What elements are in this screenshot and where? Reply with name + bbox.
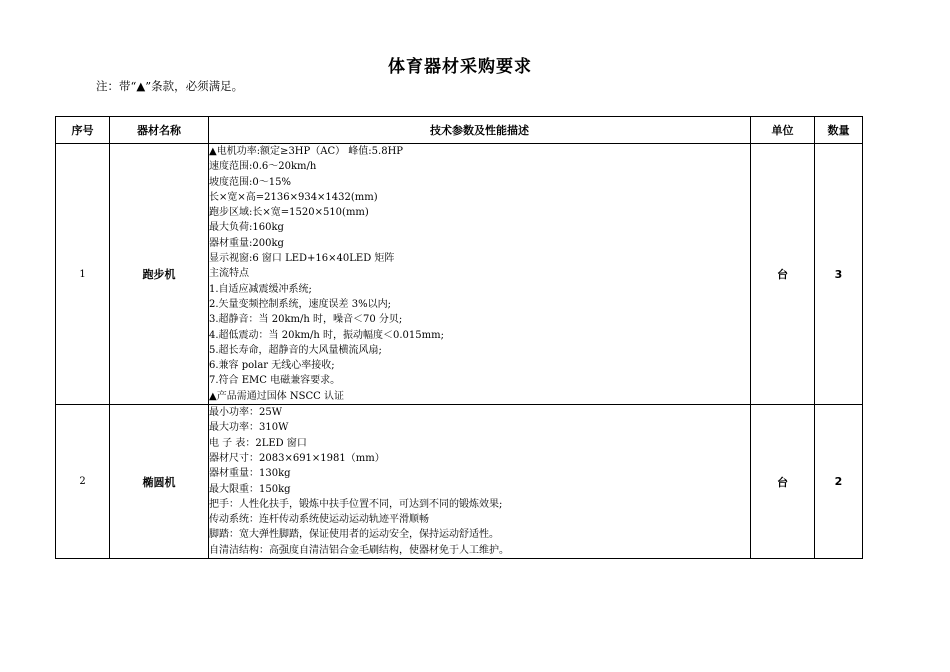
unit-cell: 台 bbox=[751, 405, 815, 559]
spec-line: 坡度范围:0～15% bbox=[209, 176, 291, 188]
table-row bbox=[56, 405, 863, 559]
spec-line: 最大功率：310W bbox=[209, 422, 289, 434]
spec-line: 4.超低震动：当 20km/h 时，振动幅度＜0.015mm; bbox=[209, 329, 444, 341]
header-unit: 单位 bbox=[751, 117, 815, 144]
unit-cell: 台 bbox=[751, 144, 815, 405]
spec-line: 1.自适应减震缓冲系统; bbox=[209, 283, 312, 295]
spec-description bbox=[209, 144, 751, 405]
spec-line: 长×宽×高=2136×934×1432(mm) bbox=[209, 191, 378, 203]
spec-line: 最大负荷:160kg bbox=[209, 222, 284, 234]
spec-line: 把手：人性化扶手，锻炼中扶手位置不同，可达到不同的锻炼效果; bbox=[209, 498, 503, 510]
equipment-name: 椭圆机 bbox=[110, 405, 209, 559]
equipment-name: 跑步机 bbox=[110, 144, 209, 405]
header-spec: 技术参数及性能描述 bbox=[209, 117, 751, 144]
spec-line: 主流特点 bbox=[209, 268, 249, 280]
spec-line: 2.矢量变频控制系统，速度误差 3%以内; bbox=[209, 298, 391, 310]
spec-description bbox=[209, 405, 751, 559]
header-index: 序号 bbox=[56, 117, 110, 144]
spec-line: 显示视窗:6 窗口 LED+16×40LED 矩阵 bbox=[209, 253, 395, 265]
spec-line: 脚踏：宽大弹性脚踏，保证使用者的运动安全，保持运动舒适性。 bbox=[209, 529, 499, 541]
row-index: 2 bbox=[56, 405, 110, 559]
spec-line: 7.符合 EMC 电磁兼容要求。 bbox=[209, 375, 341, 387]
spec-line: 6.兼容 polar 无线心率接收; bbox=[209, 360, 335, 372]
page-title: 体育器材采购要求 bbox=[388, 57, 532, 77]
spec-line: 器材重量:200kg bbox=[209, 237, 284, 249]
table-header-row bbox=[56, 117, 863, 144]
spec-line: 电 子 表：2LED 窗口 bbox=[209, 437, 307, 449]
spec-line: 最小功率：25W bbox=[209, 407, 283, 419]
spec-line: 器材重量：130kg bbox=[209, 468, 291, 480]
requirement-note: 注：带“▲”条款，必须满足。 bbox=[96, 79, 244, 93]
quantity-cell: 2 bbox=[815, 405, 863, 559]
spec-line: 传动系统：连杆传动系统使运动运动轨迹平滑顺畅 bbox=[209, 514, 429, 526]
spec-line: 5.超长寿命，超静音的大风量横流风扇; bbox=[209, 344, 382, 356]
spec-line: 速度范围:0.6～20km/h bbox=[209, 161, 317, 173]
header-name: 器材名称 bbox=[110, 117, 209, 144]
spec-line: 最大限重：150kg bbox=[209, 483, 291, 495]
spec-line: 3.超静音：当 20km/h 时，噪音＜70 分贝; bbox=[209, 314, 403, 326]
spec-line: 器材尺寸：2083×691×1981（mm） bbox=[209, 452, 385, 464]
quantity-cell: 3 bbox=[815, 144, 863, 405]
spec-line: ▲电机功率:额定≥3HP（AC） 峰值:5.8HP bbox=[209, 146, 404, 157]
spec-line: 跑步区域:长×宽=1520×510(mm) bbox=[209, 207, 369, 219]
procurement-table bbox=[55, 116, 863, 559]
spec-line: 自清洁结构：高强度自清洁铝合金毛刷结构，使器材免于人工维护。 bbox=[209, 544, 509, 556]
row-index: 1 bbox=[56, 144, 110, 405]
spec-line: ▲产品需通过国体 NSCC 认证 bbox=[209, 390, 344, 402]
header-qty: 数量 bbox=[815, 117, 863, 144]
table-row bbox=[56, 144, 863, 405]
